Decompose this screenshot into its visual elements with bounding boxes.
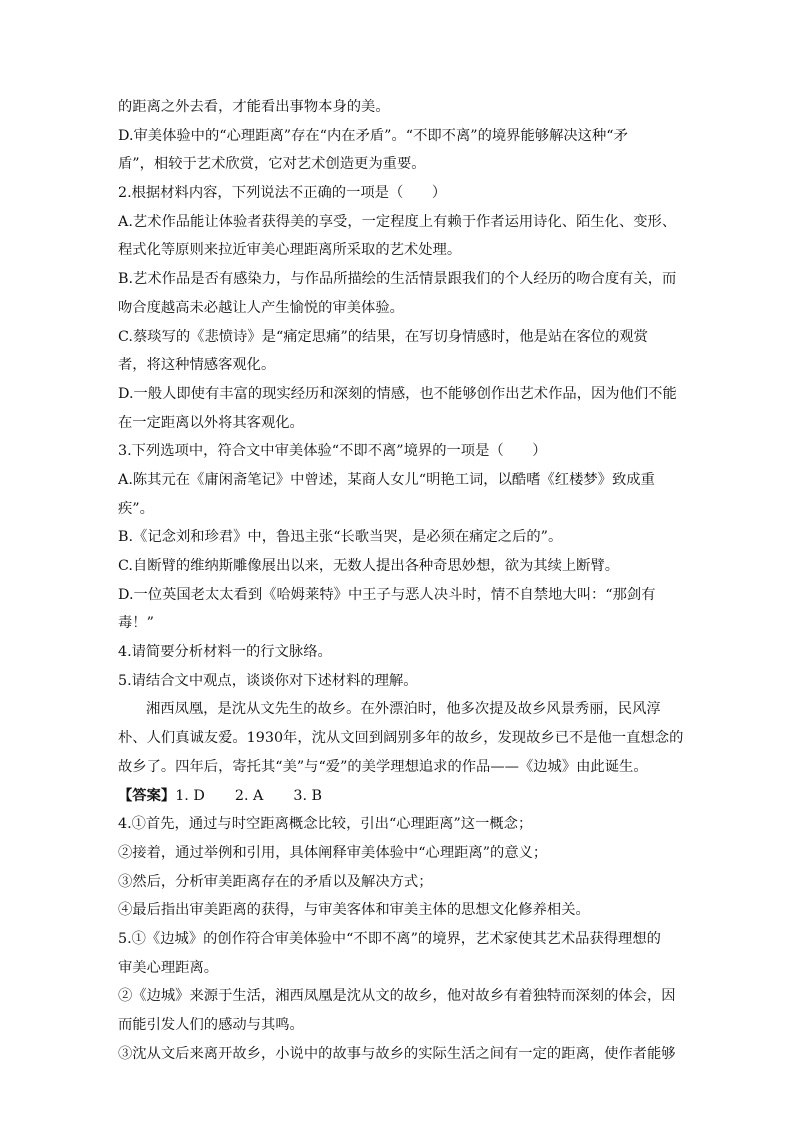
- q3-option-b: B.《记念刘和珍君》中，鲁迅主张“长歌当哭，是必须在痛定之后的”。: [118, 529, 563, 546]
- answer-3: 3. B: [293, 787, 323, 804]
- q2-option-c-line-1: C.蔡琰写的《悲愤诗》是“痛定思痛”的结果，在写切身情感时，他是站在客位的观赏: [118, 328, 648, 345]
- q3-option-a-line-2: 疾”。: [118, 500, 154, 517]
- option-d-line-2: 盾”，相较于艺术欣赏，它对艺术创造更为重要。: [118, 156, 426, 173]
- answer-4-step-2: ②接着，通过举例和引用，具体阐释审美体验中“心理距离”的意义；: [118, 844, 548, 861]
- q2-option-b-line-2: 吻合度越高未必越让人产生愉悦的审美体验。: [118, 299, 404, 316]
- q2-option-d-line-2: 在一定距离以外将其客观化。: [118, 414, 304, 431]
- answer-key-line: [118, 782, 678, 811]
- answer-5-point-2-line-2: 而能引发人们的感动与其鸣。: [118, 1017, 304, 1033]
- answer-5-point-2-line-1: ②《边城》来源于生活，湘西凤凰是沈从文的故乡，他对故乡有着独特而深刻的体会，因: [118, 988, 676, 1005]
- answer-2: 2. A: [234, 787, 264, 804]
- document-body: [118, 93, 684, 1068]
- q3-option-c: C.自断臂的维纳斯雕像展出以来，无数人提出各种奇思妙想，欲为其续上断臂。: [118, 558, 620, 574]
- q2-option-a-line-2: 程式化等原则来拉近审美心理距离所采取的艺术处理。: [118, 242, 462, 259]
- answer-5-point-3-line-1: ③沈从文后来离开故乡，小说中的故事与故乡的实际生活之间有一定的距离，使作者能够: [118, 1045, 676, 1062]
- question-2: 2.根据材料内容，下列说法不正确的一项是（ ）: [118, 185, 447, 202]
- q2-option-d-line-1: D.一般人即使有丰富的现实经历和深刻的情感，也不能够创作出艺术作品，因为他们不能: [118, 385, 677, 402]
- q3-option-d-line-1: D.一位英国老太太看到《哈姆莱特》中王子与恶人决斗时，情不自禁地大叫：“那剑有: [118, 586, 656, 603]
- material-paragraph-line-3: 故乡了。四年后，寄托其“美”与“爱”的美学理想追求的作品——《边城》由此诞生。: [118, 758, 648, 775]
- question-3: 3.下列选项中，符合文中审美体验“不即不离”境界的一项是（ ）: [118, 443, 547, 460]
- answer-tag: 【答案】: [118, 787, 176, 804]
- material-paragraph-line-2: 朴、人们真诚友爱。1930年，沈从文回到阔别多年的故乡，发现故乡已不是他一直想念的: [118, 730, 684, 747]
- question-4: 4.请简要分析材料一的行文脉络。: [118, 644, 332, 661]
- answer-4-step-3: ③然后，分析审美距离存在的矛盾以及解决方式；: [118, 873, 433, 890]
- question-5: 5.请结合文中观点，谈谈你对下述材料的理解。: [118, 672, 418, 689]
- text-line: 的距离之外去看，才能看出事物本身的美。: [118, 99, 390, 115]
- answer-5-point-1-line-1: 5.①《边城》的创作符合审美体验中“不即不离”的境界，艺术家使其艺术品获得理想的: [118, 930, 661, 947]
- answer-4-step-1: 4.①首先，通过与时空距离概念比较，引出“心理距离”这一概念；: [118, 816, 533, 833]
- answer-4-step-4: ④最后指出审美距离的获得，与审美客体和审美主体的思想文化修养相关。: [118, 902, 590, 919]
- q2-option-a-line-1: A.艺术作品能让体验者获得美的享受，一定程度上有赖于作者运用诗化、陌生化、变形、: [118, 213, 677, 230]
- q3-option-a-line-1: A.陈其元在《庸闲斋笔记》中曾述，某商人女儿“明艳工词，以酷嗜《红楼梦》致成重: [118, 471, 655, 488]
- q2-option-b-line-1: B.艺术作品是否有感染力，与作品所描绘的生活情景跟我们的个人经历的吻合度有关，而: [118, 271, 677, 288]
- option-d-line-1: D.审美体验中的“心理距离”存在“内在矛盾”。“不即不离”的境界能够解决这种“矛: [118, 127, 628, 144]
- material-paragraph-line-1: 湘西凤凰，是沈从文先生的故乡。在外漂泊时，他多次提及故乡风景秀丽，民风淳: [146, 701, 661, 718]
- answer-1: 1. D: [175, 787, 205, 804]
- q2-option-c-line-2: 者，将这种情感客观化。: [118, 357, 276, 374]
- q3-option-d-line-2: 毒！”: [118, 615, 154, 632]
- answer-5-point-1-line-2: 审美心理距离。: [118, 959, 219, 976]
